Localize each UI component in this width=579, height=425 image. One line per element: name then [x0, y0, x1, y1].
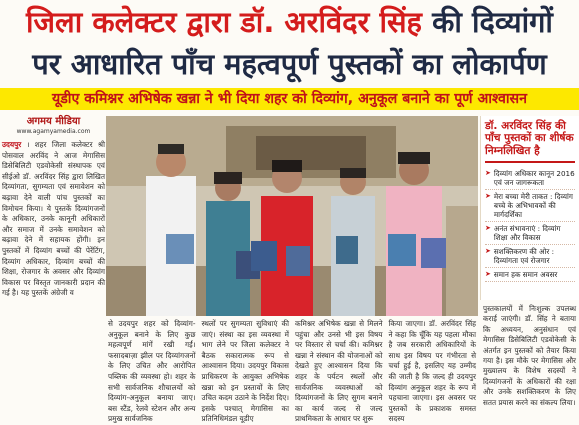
- sidebar-divider: [485, 161, 575, 163]
- headline-line-2-rest: पाँच महत्वपूर्ण पुस्तकों का लोकार्पण: [171, 47, 547, 81]
- sidebar-book-title: अनंत संभावनाएं : दिव्यांग शिक्षा और विकास: [493, 224, 561, 243]
- book-titles-sidebar: [480, 116, 579, 300]
- bullet-icon: ➤: [485, 224, 491, 233]
- article-column-1: से उदयपुर शहर को दिव्यांग-अनुकूल बनाने के लिए कुछ महत्वपूर्ण मांगें रखी गईं। फसादबाज़ा झील पर दिव्यांगजनों के लिए उचित और आरोपित पब्लिक की व्यवस्था हो। शहर के सभी सार्वजनिक शौचालयों को दिव्यांग-अनुकूल बनाया जाए। बस स्टैंड, रेलवे स्टेशन और अन्य प्रमुख सार्वजनिक: [108, 319, 196, 424]
- sidebar-book-title: समान हक समान अवसर: [493, 270, 558, 280]
- article-column-3: कमिश्नर अभिषेक खन्ना से मिलने पहुंचा और उनसे भी इस विषय पर विस्तार से चर्चा की। कमिश्नर खन्ना ने संस्थान की योजनाओं को देखते हुए आश्वासन दिया कि शहर के पर्यटन स्थलों और सार्वजनिक व्यवस्थाओं को दिव्यांगजनों के लिए सुगम बनाने का कार्य जल्द से जल्द प्राथमिकता के आधार पर शुरू: [295, 319, 383, 424]
- headline-line-1-dark: की दिव्यांगों: [421, 5, 553, 39]
- sidebar-book-item: [485, 190, 575, 222]
- left-column: [2, 116, 105, 414]
- headline-line-2: [0, 44, 579, 84]
- article-columns: [106, 316, 478, 424]
- dateline: उदयपुर: [2, 140, 22, 149]
- sidebar-book-title: मेरा बच्चा मेरी ताकत : दिव्यांग बच्चे के अभिभावकों की मार्गदर्शिका: [493, 192, 573, 220]
- bullet-icon: ➤: [485, 169, 491, 178]
- event-photo: [106, 116, 478, 316]
- sidebar-book-title: सशक्तिकरण की ओर : दिव्यांगता एवं रोजगार: [493, 247, 555, 266]
- event-photo-illustration: [106, 116, 478, 316]
- article-column-4: किया जाएगा। डॉ. अरविंदर सिंह ने कहा कि चूँकि यह पहला मौका है जब सरकारी अधिकारियों के साथ इस विषय पर गंभीरता से चर्चा हुई है, इसलिए यह उम्मीद की जाती है कि जल्द ही उदयपुर दिव्यांग अनुकूल शहर के रूप में पहचाना जाएगा। इस अवसर पर पुस्तकों के प्रकाशक समस्त सदस्य: [388, 319, 476, 424]
- sidebar-book-title: दिव्यांग अधिकार कानून 2016 एवं जन जागरूकता: [493, 169, 575, 188]
- headline: [0, 0, 579, 92]
- left-column-text: [2, 140, 105, 299]
- sidebar-book-item: [485, 222, 575, 245]
- headline-line-2-dark: पर आधारित: [32, 47, 172, 81]
- bullet-icon: ➤: [485, 247, 491, 256]
- bullet-icon: ➤: [485, 270, 491, 279]
- headline-line-1-red: जिला कलेक्टर द्वारा डॉ. अरविंदर सिंह: [26, 5, 422, 39]
- right-column-text: पुस्तकालयों में निःशुल्क उपलब्ध कराई जाएंगी। डॉ. सिंह ने बताया कि अध्ययन, अनुसंधान एवं मेगासिस डिसेबिलिटी एडवोकेसी के अंतर्गत इन पुस्तकों को तैयार किया गया है। इस मौके पर मेगासिस और मुख्यालय के विशेष सदस्यों ने दिव्यांगजनों के अधिकारों की रक्षा और उनके सशक्तिकरण के लिए सतत प्रयास करने का संकल्प लिया।: [483, 304, 576, 407]
- sidebar-book-item: [485, 268, 575, 282]
- sidebar-book-item: [485, 245, 575, 268]
- article-column-2: स्थलों पर सुगम्यता सुविधाएं की जाएं। संस्था का इस व्यवस्था में भाग लेने पर जिला कलेक्टर ने बैठक सकारात्मक रूप से आश्वासन दिया। उदयपुर विकास प्राधिकरण के आयुक्त अभिषेक खन्ना को इन प्रस्तावों के लिए उचित कदम उठाने के निर्देश दिए। इसके पश्चात् मेगासिस का प्रतिनिधिमंडल यूडीए: [201, 319, 289, 424]
- logo-name: अगमय मीडिया: [26, 116, 81, 127]
- bullet-icon: ➤: [485, 192, 491, 201]
- subheadline: यूडीए कमिश्नर अभिषेक खन्ना ने भी दिया शहर को दिव्यांग, अनुकूल बनाने का पूर्ण आश्वासन: [0, 88, 579, 110]
- headline-line-1: [0, 2, 579, 42]
- sidebar-title: डॉ. अरविंदर सिंह की पाँच पुस्तकों का शीर्षक निम्नलिखित है: [485, 120, 574, 157]
- sidebar-book-item: [485, 167, 575, 190]
- left-column-body: । शहर जिला कलेक्टर श्री पोसवाल अरविंद ने आज मेगासिस डिसेबिलिटी एडवोकेसी संस्थापक एवं सीईओ डॉ. अरविंदर सिंह द्वारा लिखित दिव्यांगता, सुगम्यता एवं समावेशन को बढ़ावा देने वाली पांच पुस्तकों का विमोचन किया। ये पुस्तकें दिव्यांगजनों के अधिकार, उनके कानूनी अधिकारों और समाज में उनके समावेशन को बढ़ावा देने में सहायक होंगी। इन पुस्तकों में दिव्यांग बच्चों की पेरेंटिंग, दिव्यांग अधिकार, दिव्यांग बच्चों की शिक्षा, रोजगार के अवसर और दिव्यांग विकास पर विस्तृत जानकारी प्रदान की गई है। यह पुस्तकें अंग्रेजी व: [2, 140, 105, 298]
- agamya-media-logo: [2, 116, 105, 138]
- logo-url: www.agamyamedia.com: [16, 128, 91, 135]
